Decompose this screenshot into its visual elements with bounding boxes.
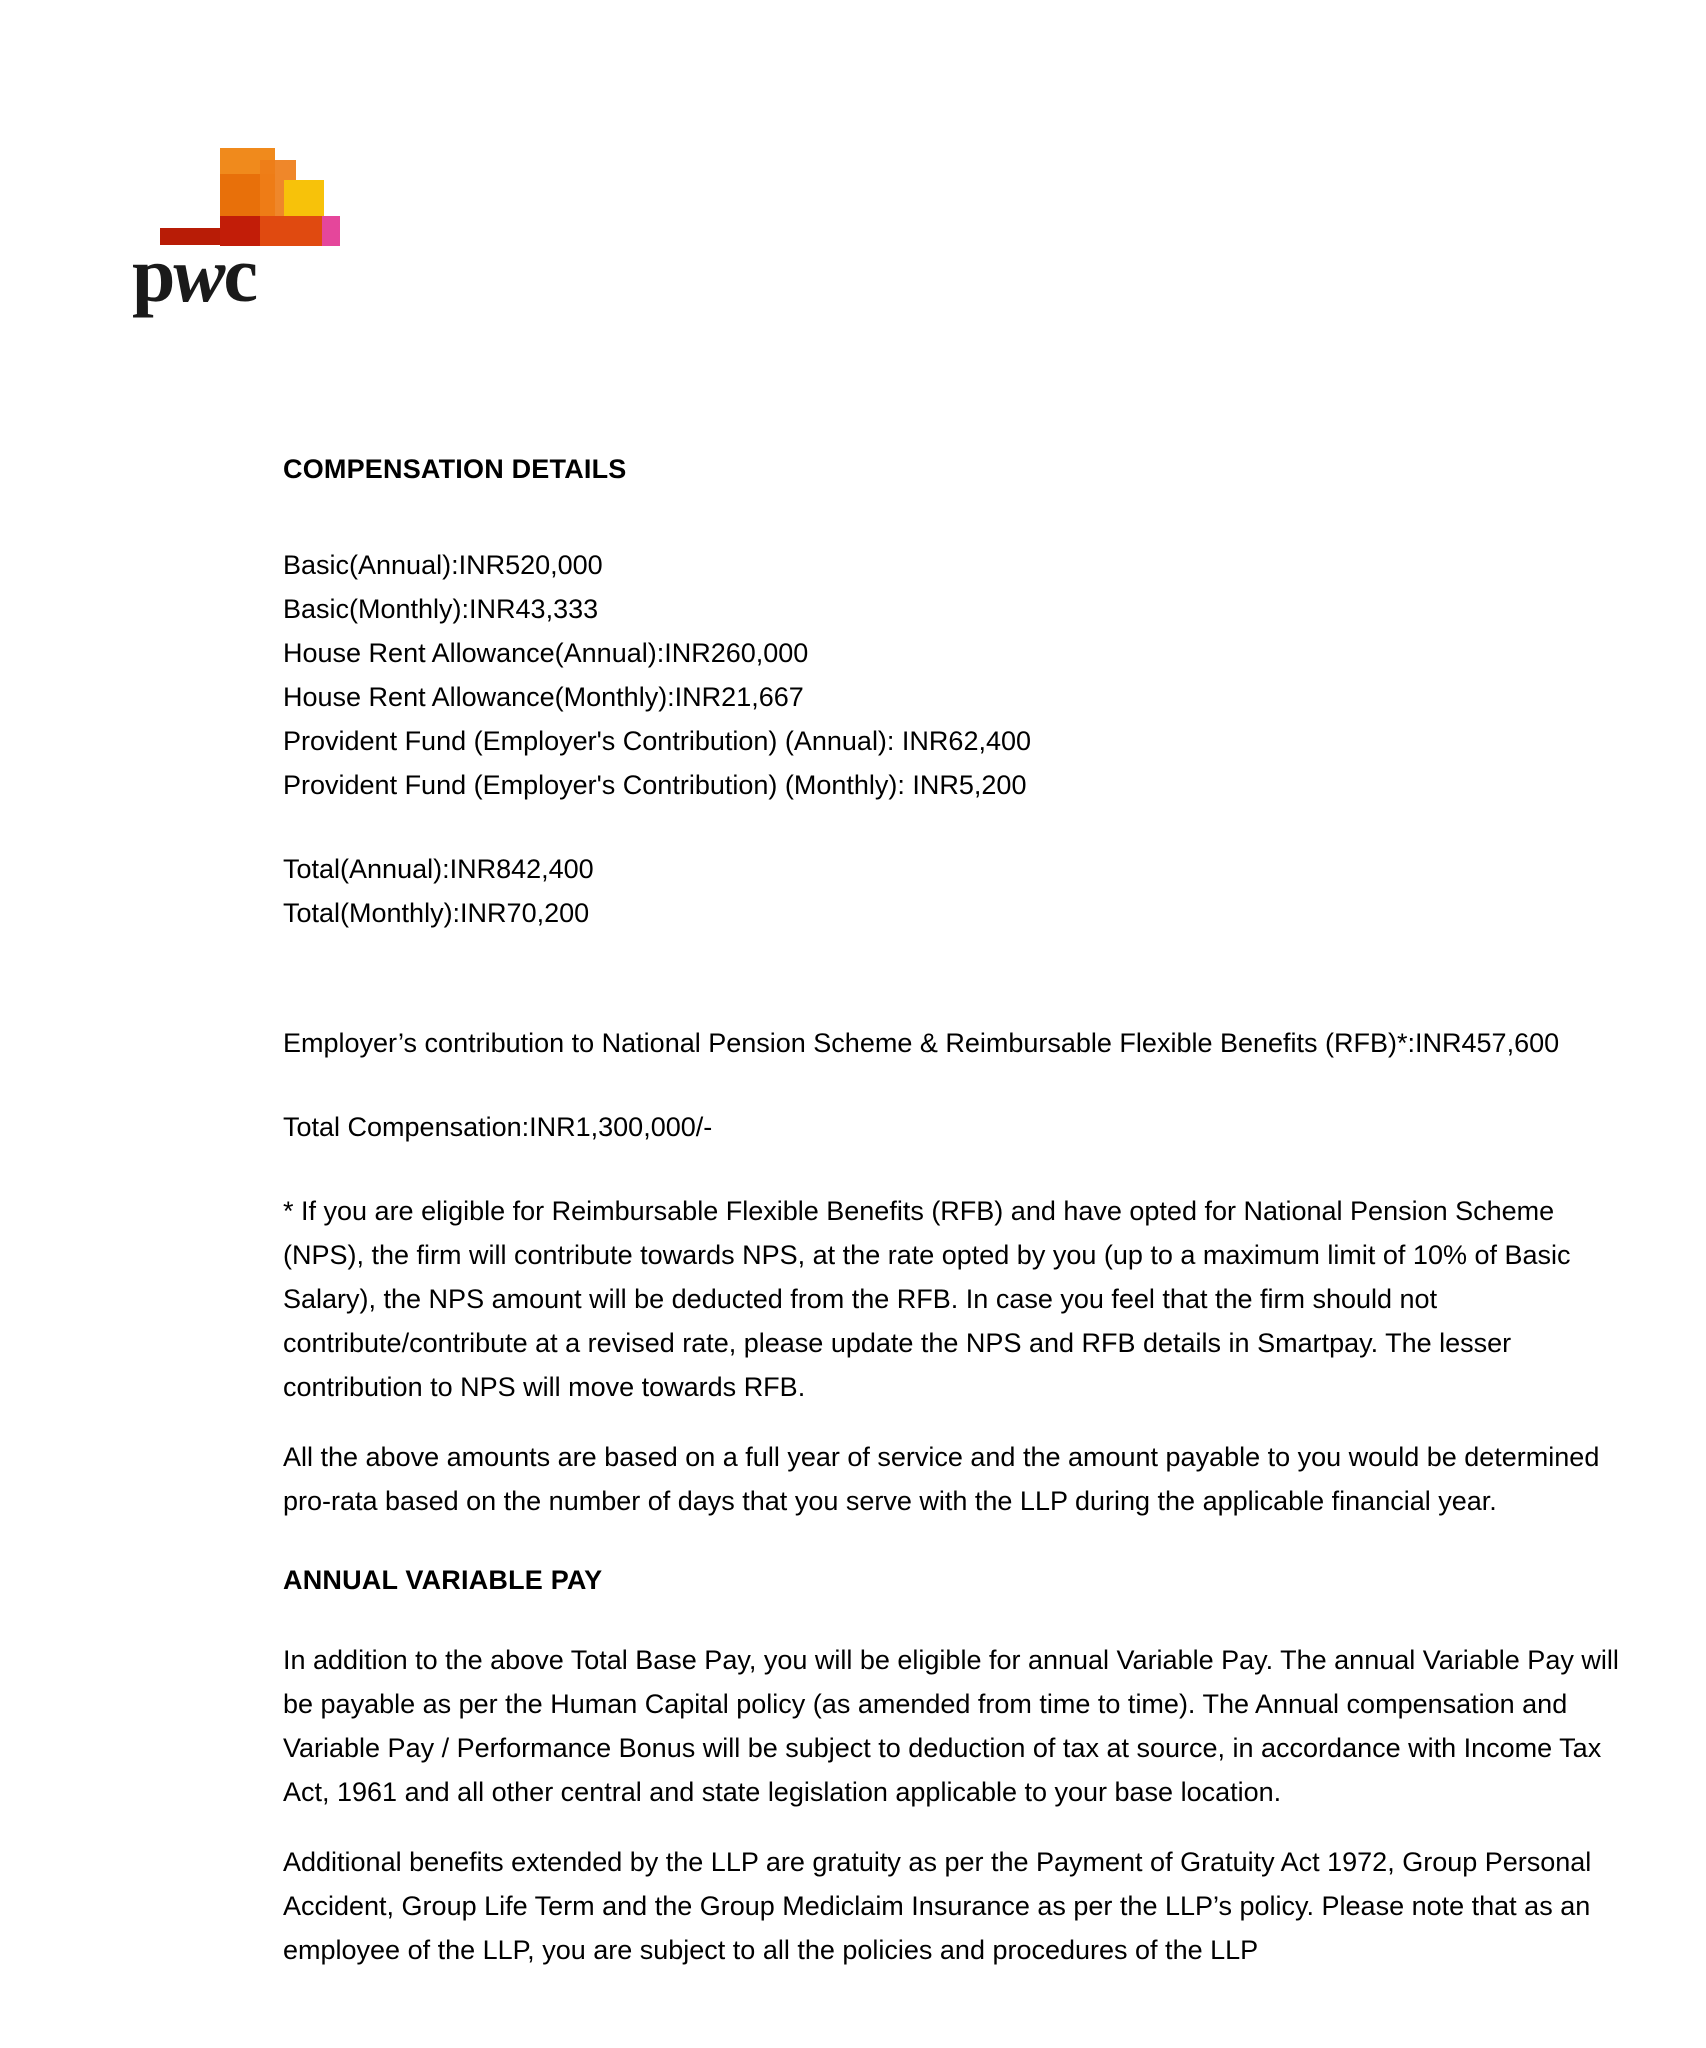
compensation-details-heading: COMPENSATION DETAILS [283,454,627,484]
total-compensation-line: Total Compensation:INR1,300,000/- [283,1112,713,1143]
pwc-logo [132,140,392,340]
spacer [283,1065,1631,1105]
pay-line-total-monthly: Total(Monthly):INR70,200 [283,898,590,929]
spacer [283,487,1631,543]
additional-benefits-paragraph: Additional benefits extended by the LLP are gratuity as per the Payment of Gratuity Act 1972, Group Personal Accident, Group Life Term and the Group Mediclaim Insurance as per the LLP’s policy. Please note that as an employee of the LLP, you are subject to all the policies and procedures of the LLP [283,1847,1592,1966]
wordmark-letter-p: p [132,231,174,318]
nps-rfb-contribution-line: Employer’s contribution to National Pension Scheme & Reimbursable Flexible Benefits (RFB)*:INR457,600 [283,1028,1560,1059]
pay-line-basic-annual: Basic(Annual):INR520,000 [283,550,603,581]
logo-magenta-shape [322,216,340,246]
annual-variable-pay-heading: ANNUAL VARIABLE PAY [283,1565,603,1596]
pay-line-hra-annual: House Rent Allowance(Annual):INR260,000 [283,638,809,669]
pay-line-basic-monthly: Basic(Monthly):INR43,333 [283,594,599,625]
spacer [283,1149,1631,1189]
prorata-note: All the above amounts are based on a full year of service and the amount payable to you would be determined pro-rata based on the number of days that you serve with the LLP during the applicable financial year. [283,1442,1600,1517]
pay-line-provident-fund-annual: Provident Fund (Employer's Contribution) (Annual): INR62,400 [283,726,1032,757]
spacer [283,1409,1631,1435]
wordmark-letter-c: c [223,231,257,318]
spacer [283,1814,1631,1840]
spacer [283,935,1631,1021]
spacer [283,1598,1631,1638]
pwc-wordmark [132,231,257,318]
spacer [283,1523,1631,1563]
variable-pay-paragraph: In addition to the above Total Base Pay, you will be eligible for annual Variable Pay. The annual Variable Pay will be payable as per the Human Capital policy (as amended from time to time). The Annual compensation and Variable Pay / Performance Bonus will be subject to deduction of tax at source, in accordance with Income Tax Act, 1961 and all other central and state legislation applicable to your base location. [283,1645,1619,1808]
nps-rfb-footnote: * If you are eligible for Reimbursable Flexible Benefits (RFB) and have opted for National Pension Scheme (NPS), the firm will contribute towards NPS, at the rate opted by you (up to a maximum limit of 10% of Basic Salary), the NPS amount will be deducted from the RFB. In case you feel that the firm should not contribute/contribute at a revised rate, please update the NPS and RFB details in Smartpay. The lesser contribution to NPS will move towards RFB. [283,1196,1571,1403]
pay-line-total-annual: Total(Annual):INR842,400 [283,854,594,885]
pay-line-hra-monthly: House Rent Allowance(Monthly):INR21,667 [283,682,804,713]
wordmark-letter-w: w [173,231,224,318]
pay-line-provident-fund-monthly: Provident Fund (Employer's Contribution) (Monthly): INR5,200 [283,770,1027,801]
spacer [283,807,1631,847]
document-content [283,452,1631,1972]
